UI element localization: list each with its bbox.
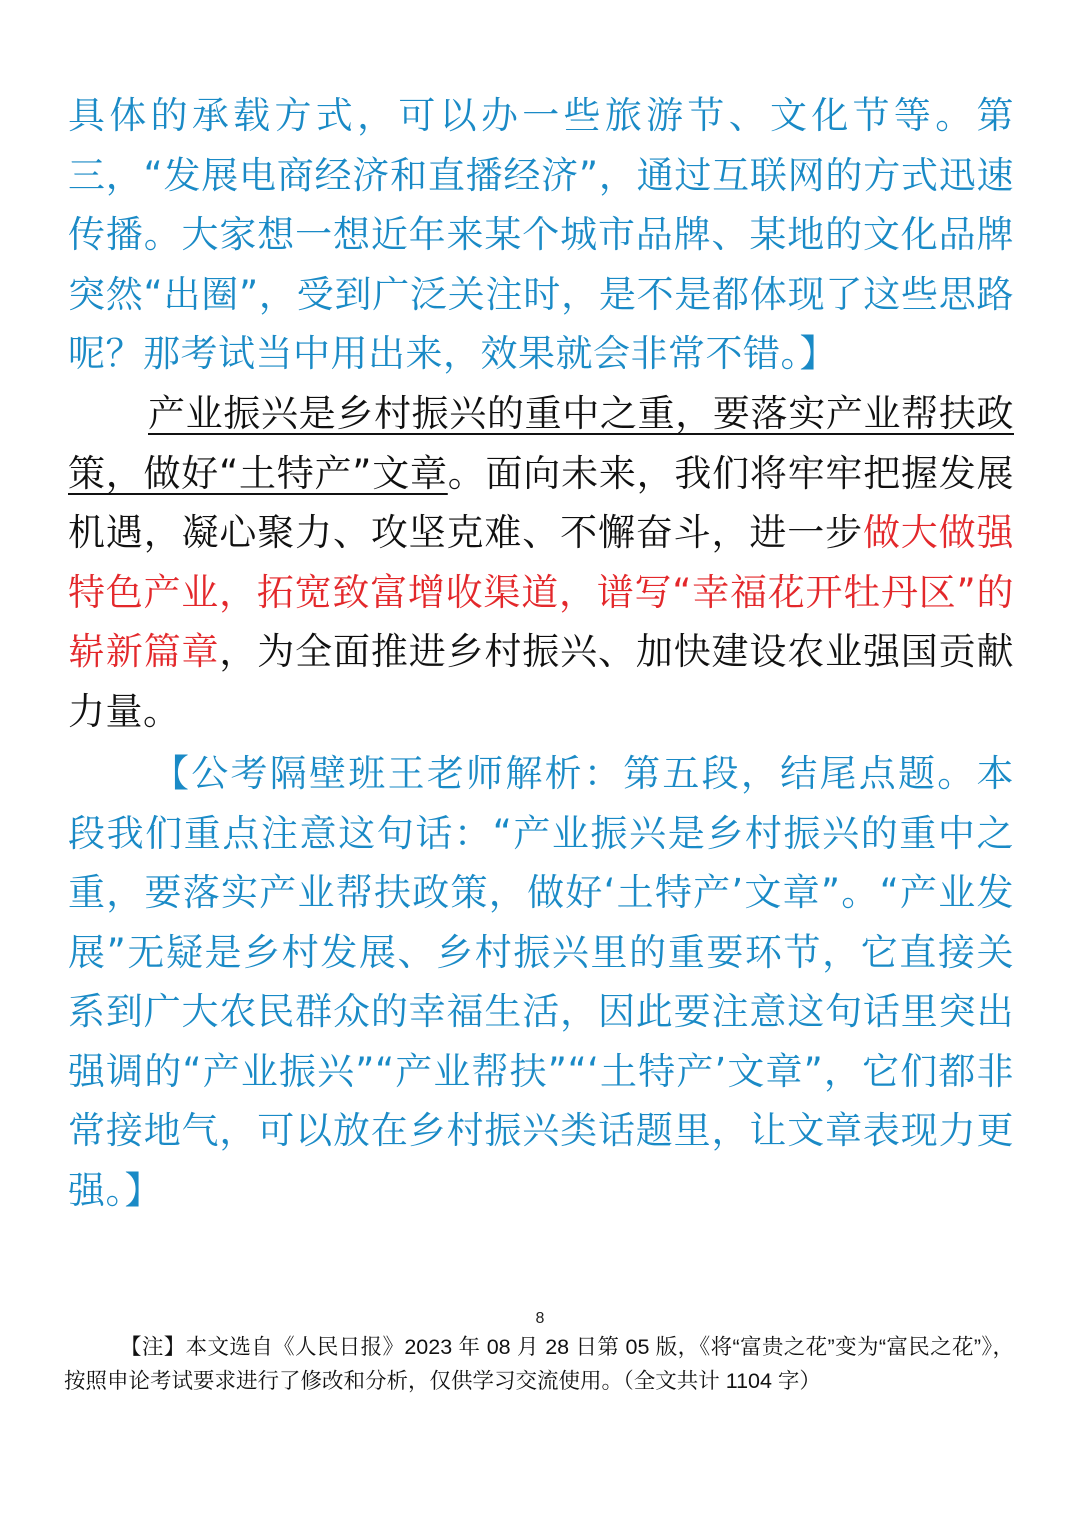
analysis-text: 具体的承载方式，可以办一些旅游节、文化节等。第三，“发展电商经济和直播经济”，通过互联网的方式迅速传播。大家想一想近年来某个城市品牌、某地的文化品牌突然“出圈”，受到广泛关注时，是不是都体现了这些思路呢？那考试当中用出来，效果就会非常不错。】: [68, 94, 1014, 375]
page-number: 8: [535, 1310, 545, 1327]
red-highlight-text: 做大做强特色产业，拓宽致富增收渠道，谱写“幸福花开牡丹区”的崭新篇章: [68, 511, 1014, 673]
body-paragraph-five: [68, 384, 1014, 741]
analysis-paragraph-continued: [68, 86, 1014, 384]
body-text-part-b: ，为全面推进乡村振兴、加快建设农业强国贡献力量。: [68, 630, 1015, 733]
analysis-paragraph-five: [68, 744, 1014, 1220]
underlined-key-sentence: 产业振兴是乡村振兴的重中之重，要落实产业帮扶政策，做好“土特产”文章: [68, 392, 1014, 495]
source-footnote: [64, 1330, 1014, 1398]
body-text-part-a: 。面向未来，我们将牢牢把握发展机遇，凝心聚力、攻坚克难、不懈奋斗，进一步: [68, 451, 1014, 554]
footnote-text: 【注】本文选自《人民日报》2023 年 08 月 28 日第 05 版，《将“富贵之花”变为“富民之花”》，按照申论考试要求进行了修改和分析，仅供学习交流使用。（全文共计 1104 字）: [64, 1335, 1014, 1393]
analysis-text: 【公考隔壁班王老师解析：第五段，结尾点题。本段我们重点注意这句话：“产业振兴是乡村振兴的重中之重，要落实产业帮扶政策，做好‘土特产’文章”。“产业发展”无疑是乡村发展、乡村振兴里的重要环节，它直接关系到广大农民群众的幸福生活，因此要注意这句话里突出强调的“产业振兴”“产业帮扶”“‘土特产’文章”，它们都非常接地气，可以放在乡村振兴类话题里，让文章表现力更强。】: [68, 752, 1014, 1212]
